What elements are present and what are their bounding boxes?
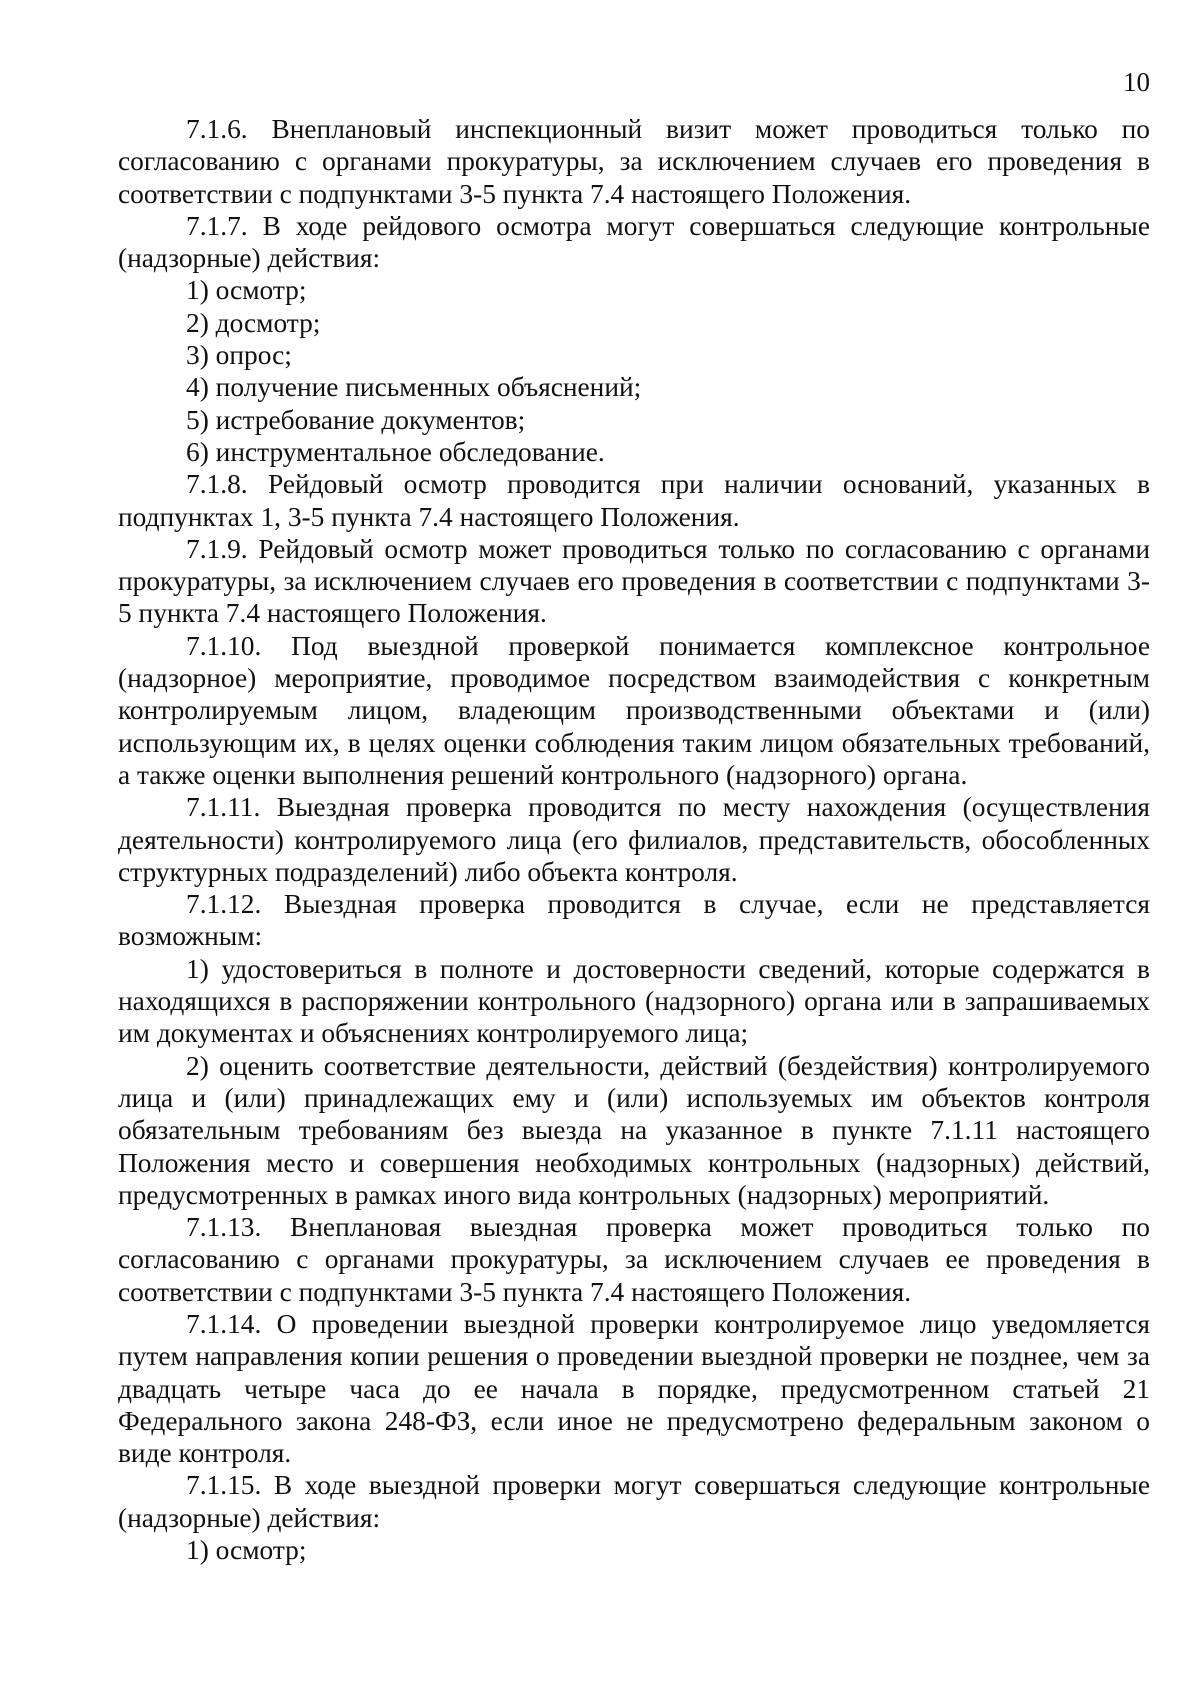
paragraph-7-1-15: 7.1.15. В ходе выездной проверки могут совершаться следующие контрольные (надзорные) действия: — [118, 1470, 1150, 1533]
list-item: 2) оценить соответствие деятельности, действий (бездействия) контролируемого лица и (или) принадлежащих ему и (или) используемых им объектов контроля обязательным требованиям без выезда на указанное в пункте 7.1.11 настоящего Положения место и совершения необходимых контрольных (надзорных) действий, предусмотренных в рамках иного вида контрольных (надзорных) мероприятий. — [118, 1050, 1150, 1210]
document-body — [118, 113, 1150, 1566]
list-item: 4) получение письменных объяснений; — [186, 372, 642, 403]
list-item: 2) досмотр; — [186, 307, 321, 338]
paragraph-7-1-13: 7.1.13. Внеплановая выездная проверка может проводиться только по согласованию с органами прокуратуры, за исключением случаев ее проведения в соответствии с подпунктами 3-5 пункта 7.4 настоящего Положения. — [118, 1212, 1150, 1307]
list-item: 6) инструментальное обследование. — [186, 436, 605, 467]
list-item: 1) осмотр; — [186, 1535, 307, 1566]
paragraph-7-1-7: 7.1.7. В ходе рейдового осмотра могут совершаться следующие контрольные (надзорные) действия: — [118, 210, 1150, 274]
paragraph-7-1-10: 7.1.10. Под выездной проверкой понимается комплексное контрольное (надзорное) мероприятие, проводимое посредством взаимодействия с конкретным контролируемым лицом, владеющим производственными объектами и (или) использующим их, в целях оценки соблюдения таким лицом обязательных требований, а также оценки выполнения решений контрольного (надзорного) органа. — [118, 630, 1150, 790]
paragraph-7-1-8: 7.1.8. Рейдовый осмотр проводится при наличии оснований, указанных в подпунктах 1, 3-5 пункта 7.4 настоящего Положения. — [118, 469, 1150, 532]
list-item: 5) истребование документов; — [186, 404, 526, 435]
list-item: 1) удостовериться в полноте и достоверности сведений, которые содержатся в находящихся в распоряжении контрольного (надзорного) органа или в запрашиваемых им документах и объяснениях контролируемого лица; — [118, 953, 1150, 1049]
paragraph-7-1-14: 7.1.14. О проведении выездной проверки контролируемое лицо уведомляется путем направления копии решения о проведении выездной проверки не позднее, чем за двадцать четыре часа до ее начала в порядке, предусмотренном статьей 21 Федерального закона 248-ФЗ, если иное не предусмотрено федеральным законом о виде контроля. — [118, 1308, 1150, 1469]
page-number: 10 — [1123, 67, 1150, 97]
list-item: 3) опрос; — [186, 340, 292, 371]
list-item: 1) осмотр; — [186, 275, 307, 306]
paragraph-7-1-9: 7.1.9. Рейдовый осмотр может проводиться только по согласованию с органами прокуратуры, за исключением случаев его проведения в соответствии с подпунктами 3-5 пункта 7.4 настоящего Положения. — [118, 533, 1150, 629]
paragraph-7-1-6: 7.1.6. Внеплановый инспекционный визит может проводиться только по согласованию с органами прокуратуры, за исключением случаев его проведения в соответствии с подпунктами 3-5 пункта 7.4 настоящего Положения. — [118, 114, 1150, 209]
paragraph-7-1-12: 7.1.12. Выездная проверка проводится в случае, если не представляется возможным: — [118, 889, 1150, 952]
paragraph-7-1-11: 7.1.11. Выездная проверка проводится по месту нахождения (осуществления деятельности) контролируемого лица (его филиалов, представительств, обособленных структурных подразделений) либо объекта контроля. — [118, 792, 1150, 887]
